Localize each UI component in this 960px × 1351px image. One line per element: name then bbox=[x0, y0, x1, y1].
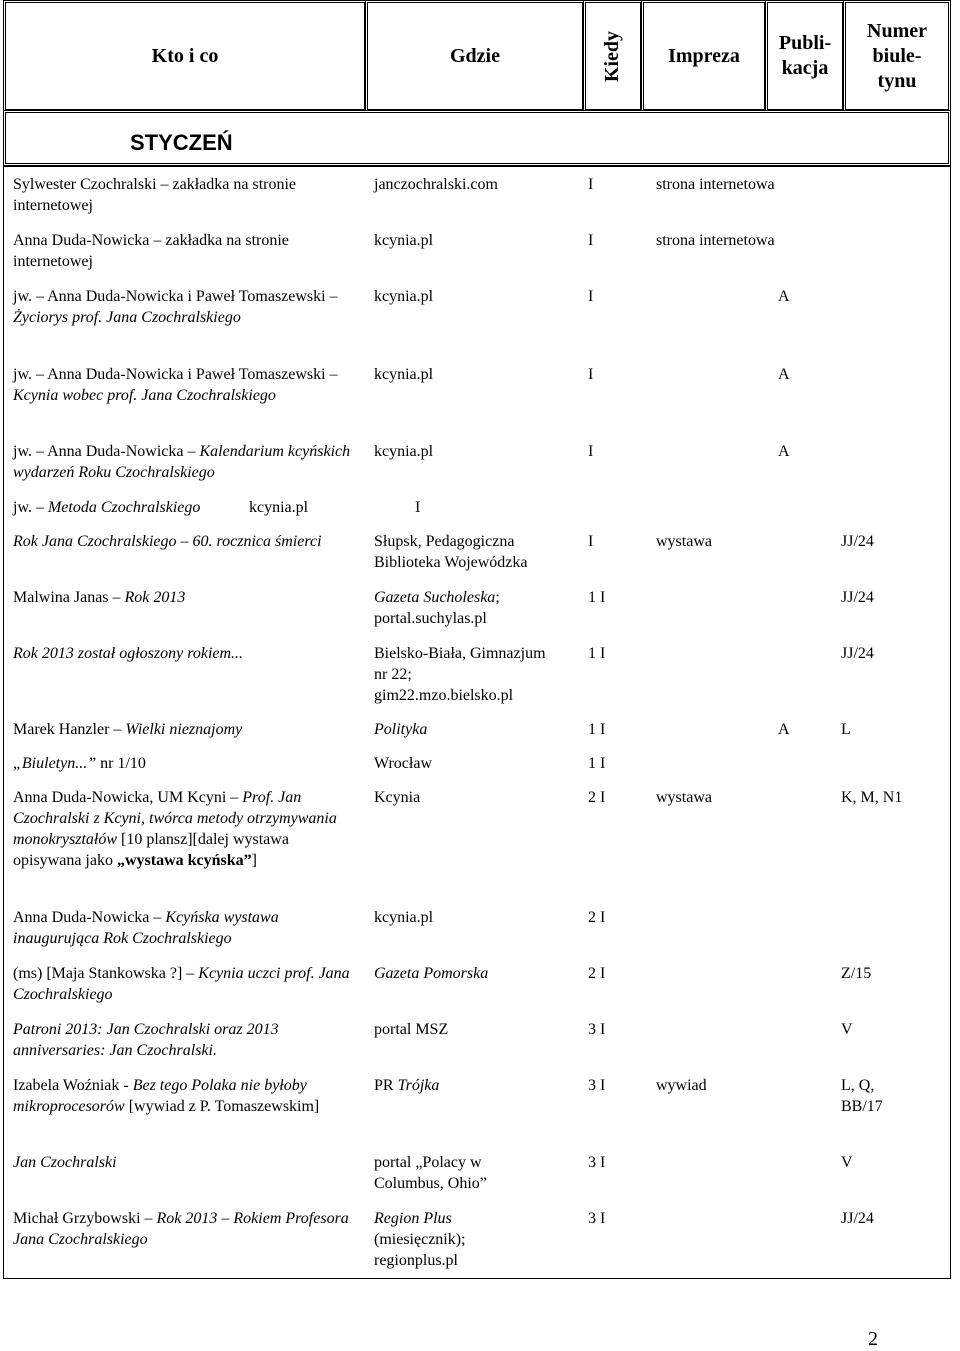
entry-number: JJ/24 bbox=[841, 645, 874, 662]
entry-when: 3 I bbox=[588, 1154, 606, 1171]
entry-who bbox=[13, 286, 353, 328]
month-title: STYCZEŃ bbox=[130, 130, 233, 155]
entry-source-extra: ; portal.suchylas.pl bbox=[374, 589, 500, 627]
entry-when: I bbox=[415, 499, 421, 516]
header-event bbox=[641, 0, 767, 112]
entry-source: PR bbox=[374, 1077, 398, 1094]
entry-author: jw. – bbox=[13, 499, 48, 516]
entry-who: Rok Jana Czochralskiego – 60. rocznica śmierci bbox=[13, 533, 322, 550]
entry-when: 2 I bbox=[588, 909, 606, 926]
entry-where: kcynia.pl bbox=[374, 443, 434, 460]
entry-title: Wielki nieznajomy bbox=[125, 721, 243, 738]
entry-title: Kalendarium kcyńskich wydarzeń Roku Czochralskiego bbox=[13, 443, 351, 481]
entry-when: I bbox=[588, 288, 594, 305]
entry-publication: A bbox=[778, 288, 790, 305]
entry-number: JJ/24 bbox=[841, 1210, 874, 1227]
entry-author: Malwina Janas – bbox=[13, 589, 125, 606]
entry-author: Anna Duda-Nowicka, UM Kcyni – bbox=[13, 789, 243, 806]
entry-author: jw. – Anna Duda-Nowicka i Paweł Tomaszewski – bbox=[13, 366, 338, 383]
entry-where: Wrocław bbox=[374, 755, 432, 772]
entry-author: Michał Grzybowski – bbox=[13, 1210, 157, 1227]
entry-who bbox=[13, 364, 353, 406]
entry-author: Izabela Woźniak - bbox=[13, 1077, 133, 1094]
entry-where: portal „Polacy w Columbus, Ohio” bbox=[374, 1154, 487, 1192]
entry-where: portal MSZ bbox=[374, 1021, 449, 1038]
entry-source-extra: (miesięcznik); regionplus.pl bbox=[374, 1231, 466, 1269]
entry-source: Gazeta Sucholeska bbox=[374, 589, 496, 606]
entry-author: jw. – Anna Duda-Nowicka – bbox=[13, 443, 200, 460]
entry-when: I bbox=[588, 366, 594, 383]
entry-event: wystawa bbox=[656, 533, 712, 550]
header-publication-line2: kacja bbox=[781, 57, 829, 79]
entry-who bbox=[13, 963, 353, 1005]
entry-author: (ms) [Maja Stankowska ?] – bbox=[13, 965, 199, 982]
entry-publication: A bbox=[778, 721, 790, 738]
header-who bbox=[3, 0, 367, 112]
entry-who bbox=[13, 1075, 353, 1117]
entry-where: janczochralski.com bbox=[374, 176, 498, 193]
entry-issue: nr 1/10 bbox=[96, 755, 146, 772]
entry-number: L, Q, BB/17 bbox=[841, 1077, 883, 1115]
entry-where bbox=[374, 1075, 584, 1096]
entry-publication: A bbox=[778, 443, 790, 460]
header-where-label: Gdzie bbox=[450, 44, 500, 67]
header-number-line3: tynu bbox=[877, 69, 917, 92]
entry-where: Gazeta Pomorska bbox=[374, 965, 489, 982]
entry-number: K, M, N1 bbox=[841, 789, 903, 806]
entry-when: I bbox=[588, 232, 594, 249]
entry-source-program: Trójka bbox=[397, 1077, 440, 1094]
header-who-label: Kto i co bbox=[151, 44, 219, 67]
header-where bbox=[365, 0, 585, 112]
entry-who bbox=[13, 907, 353, 949]
entry-title: Kcynia wobec prof. Jana Czochralskiego bbox=[13, 387, 276, 404]
entry-when: 2 I bbox=[588, 965, 606, 982]
header-event-label: Impreza bbox=[668, 44, 740, 67]
entry-who: Anna Duda-Nowicka – zakładka na stronie internetowej bbox=[13, 232, 289, 270]
entry-title: Kcynia uczci prof. Jana Czochralskiego bbox=[13, 965, 350, 1003]
entry-when: 1 I bbox=[588, 755, 606, 772]
entry-when: 1 I bbox=[588, 589, 606, 606]
entry-where: kcynia.pl bbox=[374, 232, 434, 249]
entry-who: Sylwester Czochralski – zakładka na stronie internetowej bbox=[13, 176, 297, 214]
page-number: 2 bbox=[868, 1328, 878, 1350]
entry-who: Jan Czochralski bbox=[13, 1154, 117, 1171]
entry-source: Region Plus bbox=[374, 1210, 452, 1227]
entry-title: Rok 2013 – Rokiem Profesora Jana Czochralskiego bbox=[13, 1210, 349, 1248]
entry-where: Słupsk, Pedagogiczna Biblioteka Wojewódzka bbox=[374, 533, 528, 571]
entry-number: Z/15 bbox=[841, 965, 872, 982]
entry-when: 1 I bbox=[588, 721, 606, 738]
entry-where: Kcynia bbox=[374, 789, 421, 806]
entry-when: 3 I bbox=[588, 1021, 606, 1038]
entry-event: wystawa bbox=[656, 789, 712, 806]
entry-note-bold: „wystawa kcyńska” bbox=[116, 852, 252, 869]
entry-note-end: ] bbox=[251, 852, 257, 869]
entry-where: kcynia.pl bbox=[374, 366, 434, 383]
entry-where: Polityka bbox=[374, 721, 428, 738]
entry-when: 2 I bbox=[588, 789, 606, 806]
entry-who bbox=[13, 1208, 353, 1250]
entry-title: Rok 2013 bbox=[124, 589, 186, 606]
entry-author: Anna Duda-Nowicka – bbox=[13, 909, 166, 926]
entry-number: JJ/24 bbox=[841, 533, 874, 550]
header-number-line2: biule- bbox=[872, 44, 922, 67]
header-when bbox=[583, 0, 643, 112]
entry-author: Marek Hanzler – bbox=[13, 721, 126, 738]
entry-note: [10 plansz][dalej wystawa opisywana jako bbox=[13, 831, 289, 869]
header-publication-line1: Publi- bbox=[778, 32, 832, 54]
entry-where: Bielsko-Biała, Gimnazjum nr 22; gim22.mzo.bielsko.pl bbox=[374, 645, 546, 704]
header-number-line1: Numer bbox=[867, 19, 927, 42]
entry-where: kcynia.pl bbox=[374, 288, 434, 305]
entry-note: [wywiad z P. Tomaszewskim] bbox=[124, 1098, 320, 1115]
entry-when: I bbox=[588, 176, 594, 193]
entry-number: JJ/24 bbox=[841, 589, 874, 606]
entry-who bbox=[13, 753, 353, 774]
entry-where: kcynia.pl bbox=[249, 499, 309, 516]
entry-title: Prof. Jan Czochralski z Kcyni, twórca metody otrzymywania monokryształów bbox=[13, 789, 337, 848]
entry-title: „Biuletyn...” bbox=[13, 755, 97, 772]
entry-when: 1 I bbox=[588, 645, 606, 662]
header-number bbox=[843, 0, 951, 112]
entry-when: I bbox=[588, 443, 594, 460]
entry-title: Życiorys prof. Jana Czochralskiego bbox=[13, 309, 241, 326]
entry-event: wywiad bbox=[656, 1077, 707, 1094]
entry-publication: A bbox=[778, 366, 790, 383]
header-when-label: Kiedy bbox=[601, 30, 624, 82]
entry-author: jw. – Anna Duda-Nowicka i Paweł Tomaszewski – bbox=[13, 288, 338, 305]
entry-where bbox=[374, 1208, 524, 1271]
entry-who bbox=[13, 441, 353, 483]
entry-where bbox=[374, 587, 584, 629]
entry-event: strona internetowa bbox=[656, 176, 775, 193]
entry-number: L bbox=[841, 721, 851, 738]
entry-title: Bez tego Polaka nie byłoby mikroprocesorów bbox=[13, 1077, 307, 1115]
entry-when: 3 I bbox=[588, 1210, 606, 1227]
entry-title: Metoda Czochralskiego bbox=[47, 499, 201, 516]
entry-event: strona internetowa bbox=[656, 232, 775, 249]
entry-number: V bbox=[841, 1021, 853, 1038]
header-publication bbox=[765, 0, 845, 112]
entry-who bbox=[13, 787, 353, 871]
entry-who bbox=[13, 719, 353, 740]
entry-where: kcynia.pl bbox=[374, 909, 434, 926]
entry-who: Patroni 2013: Jan Czochralski oraz 2013 anniversaries: Jan Czochralski. bbox=[13, 1021, 279, 1059]
entry-who: Rok 2013 został ogłoszony rokiem... bbox=[13, 645, 244, 662]
entry-who bbox=[13, 587, 353, 608]
entry-when: 3 I bbox=[588, 1077, 606, 1094]
entry-when: I bbox=[588, 533, 594, 550]
entry-title: Kcyńska wystawa inaugurująca Rok Czochralskiego bbox=[13, 909, 279, 947]
entry-number: V bbox=[841, 1154, 853, 1171]
